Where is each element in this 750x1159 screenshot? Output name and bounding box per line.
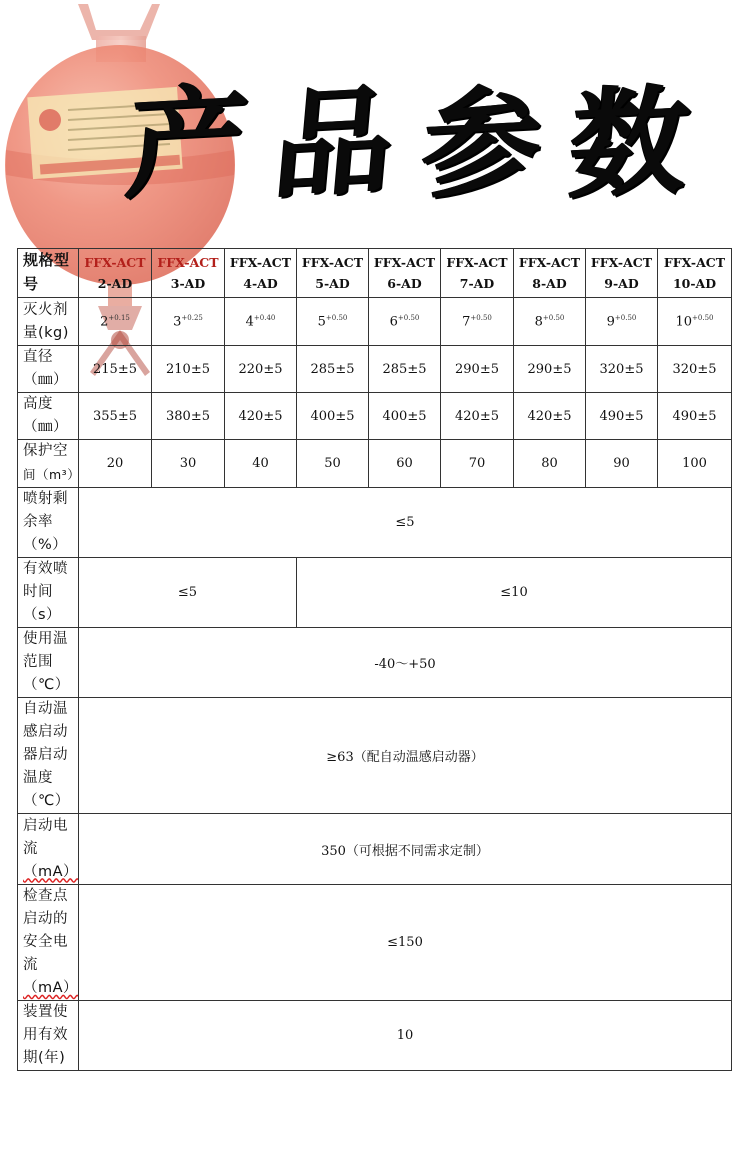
row-label-line: 用有效 <box>23 1027 68 1043</box>
model-name: FFX-ACT <box>229 255 292 270</box>
row-label-line: （㎜） <box>23 419 68 435</box>
table-row <box>18 885 732 1001</box>
value-cell: 285±5 <box>297 346 369 393</box>
value-cell <box>297 298 369 346</box>
title-char: 品 <box>268 70 400 215</box>
value-cell: ≤5 <box>79 558 297 628</box>
value-cell: 490±5 <box>658 393 732 440</box>
value-cell: 350（可根据不同需求定制） <box>79 814 732 885</box>
value-cell: 420±5 <box>514 393 586 440</box>
model-cell <box>79 249 152 298</box>
table-row <box>18 346 732 393</box>
value-cell: 290±5 <box>441 346 514 393</box>
row-label-line: 直径 <box>23 349 53 365</box>
value-cell: 490±5 <box>586 393 658 440</box>
value-cell: -40～+50 <box>79 628 732 698</box>
tolerance-text: +0.50 <box>542 313 565 322</box>
row-label-line: 温度 <box>23 770 53 786</box>
model-suffix: 6-AD <box>387 276 422 291</box>
row-label <box>18 298 79 346</box>
row-label-line: 余率 <box>23 514 53 530</box>
model-cell <box>514 249 586 298</box>
value-cell: 320±5 <box>658 346 732 393</box>
table-row <box>18 628 732 698</box>
value-cell: 40 <box>225 440 297 488</box>
value-cell <box>441 298 514 346</box>
value-cell: 20 <box>79 440 152 488</box>
model-name: FFX-ACT <box>590 255 653 270</box>
value-cell: ≤5 <box>79 488 732 558</box>
row-label-unit: （mA） <box>23 863 79 880</box>
model-suffix: 4-AD <box>243 276 278 291</box>
value-cell: 400±5 <box>369 393 441 440</box>
row-label <box>18 558 79 628</box>
tolerance-text: +0.50 <box>397 313 420 322</box>
value-cell: 285±5 <box>369 346 441 393</box>
row-label <box>18 814 79 885</box>
value-cell: 380±5 <box>152 393 225 440</box>
tolerance-text: +0.50 <box>470 313 492 322</box>
tolerance-text: +0.25 <box>181 313 203 322</box>
table-row <box>18 814 732 885</box>
row-label-line: 期(年) <box>23 1050 66 1066</box>
row-label <box>18 628 79 698</box>
model-suffix: 9-AD <box>604 276 639 291</box>
value-cell <box>225 298 297 346</box>
value-cell: 400±5 <box>297 393 369 440</box>
header-label-line: 规格型 <box>23 251 70 269</box>
row-label-line: 器启动 <box>23 747 68 763</box>
value-text: 2 <box>100 314 109 330</box>
value-cell: ≤150 <box>79 885 732 1001</box>
row-label <box>18 346 79 393</box>
row-label-unit: （mA） <box>23 980 79 996</box>
row-label <box>18 885 79 1001</box>
table-row <box>18 393 732 440</box>
value-cell: ≥63（配自动温感启动器） <box>79 698 732 814</box>
table-header-row <box>18 249 732 298</box>
table-row <box>18 440 732 488</box>
row-label-line: 自动温 <box>23 701 68 717</box>
model-cell <box>658 249 732 298</box>
row-label-line: 时间 <box>23 584 53 600</box>
tolerance-text: +0.50 <box>325 313 348 322</box>
model-name: FFX-ACT <box>301 255 364 270</box>
row-label-line: 有效喷 <box>23 561 68 577</box>
value-cell: 50 <box>297 440 369 488</box>
row-label <box>18 488 79 558</box>
row-label-line: 流 <box>23 840 38 857</box>
row-label-line: 流 <box>23 957 38 973</box>
model-suffix: 10-AD <box>672 276 717 291</box>
value-cell <box>658 298 732 346</box>
value-text: 8 <box>534 314 543 330</box>
row-label-line: 量(kg) <box>23 324 69 341</box>
row-label-line: （℃） <box>23 677 70 693</box>
row-label-line: 检查点 <box>23 888 68 904</box>
value-text: 5 <box>317 314 326 330</box>
table-row <box>18 1001 732 1071</box>
value-cell <box>79 298 152 346</box>
row-label-line: （s） <box>23 607 62 623</box>
value-cell: 80 <box>514 440 586 488</box>
title-char: 数 <box>563 70 695 215</box>
row-label-line: 安全电 <box>23 934 68 950</box>
header-label-line: 号 <box>23 275 39 293</box>
model-suffix: 5-AD <box>315 276 350 291</box>
value-cell: 290±5 <box>514 346 586 393</box>
row-label-line: 启动电 <box>23 817 68 834</box>
value-cell: 420±5 <box>441 393 514 440</box>
model-suffix: 3-AD <box>170 276 206 291</box>
model-name: FFX-ACT <box>446 255 508 270</box>
value-cell <box>369 298 441 346</box>
value-cell: 320±5 <box>586 346 658 393</box>
page-title <box>121 68 695 218</box>
value-cell: 100 <box>658 440 732 488</box>
row-label-line: 范围 <box>23 654 53 670</box>
row-label-line: 高度 <box>23 396 53 412</box>
value-text: 6 <box>389 314 398 330</box>
model-name: FFX-ACT <box>518 255 581 270</box>
value-text: 7 <box>462 314 471 330</box>
row-label-line: 使用温 <box>23 631 68 647</box>
tolerance-text: +0.15 <box>108 313 130 322</box>
value-cell: 210±5 <box>152 346 225 393</box>
table-row <box>18 558 732 628</box>
row-label <box>18 393 79 440</box>
value-cell <box>152 298 225 346</box>
spec-table <box>17 248 732 1071</box>
row-label-line: 装置使 <box>23 1004 68 1020</box>
value-cell: 420±5 <box>225 393 297 440</box>
value-text: 10 <box>675 314 693 330</box>
row-label-line: 保护空 <box>23 443 68 459</box>
model-cell <box>586 249 658 298</box>
value-cell: 10 <box>79 1001 732 1071</box>
tolerance-text: +0.50 <box>692 313 714 322</box>
row-label <box>18 1001 79 1071</box>
row-label-line: 间（m³） <box>23 467 81 482</box>
model-cell <box>297 249 369 298</box>
value-text: 4 <box>245 314 254 330</box>
model-cell <box>369 249 441 298</box>
value-text: 9 <box>606 314 615 330</box>
model-suffix: 8-AD <box>532 276 567 291</box>
value-cell <box>586 298 658 346</box>
row-label-line: （%） <box>23 537 68 553</box>
row-label <box>18 440 79 488</box>
value-cell: 60 <box>369 440 441 488</box>
table-row <box>18 488 732 558</box>
tolerance-text: +0.50 <box>614 313 637 322</box>
value-cell: 90 <box>586 440 658 488</box>
row-label <box>18 698 79 814</box>
model-name: FFX-ACT <box>84 255 146 270</box>
value-cell: 30 <box>152 440 225 488</box>
model-cell <box>152 249 225 298</box>
row-label-line: （㎜） <box>23 372 68 388</box>
model-name: FFX-ACT <box>157 255 219 270</box>
value-cell <box>514 298 586 346</box>
model-suffix: 2-AD <box>97 276 133 291</box>
value-cell: 220±5 <box>225 346 297 393</box>
model-name: FFX-ACT <box>373 255 436 270</box>
table-row <box>18 698 732 814</box>
title-char: 产 <box>121 70 253 215</box>
value-cell: 70 <box>441 440 514 488</box>
value-cell: 215±5 <box>79 346 152 393</box>
model-cell <box>225 249 297 298</box>
row-label-line: 喷射剩 <box>23 491 68 507</box>
value-cell: 355±5 <box>79 393 152 440</box>
row-label-line: 启动的 <box>23 911 68 927</box>
row-label-line: 感启动 <box>23 724 68 740</box>
title-char: 参 <box>416 70 548 215</box>
model-suffix: 7-AD <box>459 276 495 291</box>
table-row <box>18 298 732 346</box>
row-label-line: 灭火剂 <box>23 301 68 318</box>
product-header <box>0 0 750 245</box>
value-cell: ≤10 <box>297 558 732 628</box>
row-label-line: （℃） <box>23 793 70 809</box>
tolerance-text: +0.40 <box>253 313 276 322</box>
model-cell <box>441 249 514 298</box>
model-name: FFX-ACT <box>663 255 726 270</box>
header-label-cell <box>18 249 79 298</box>
value-text: 3 <box>173 314 182 330</box>
